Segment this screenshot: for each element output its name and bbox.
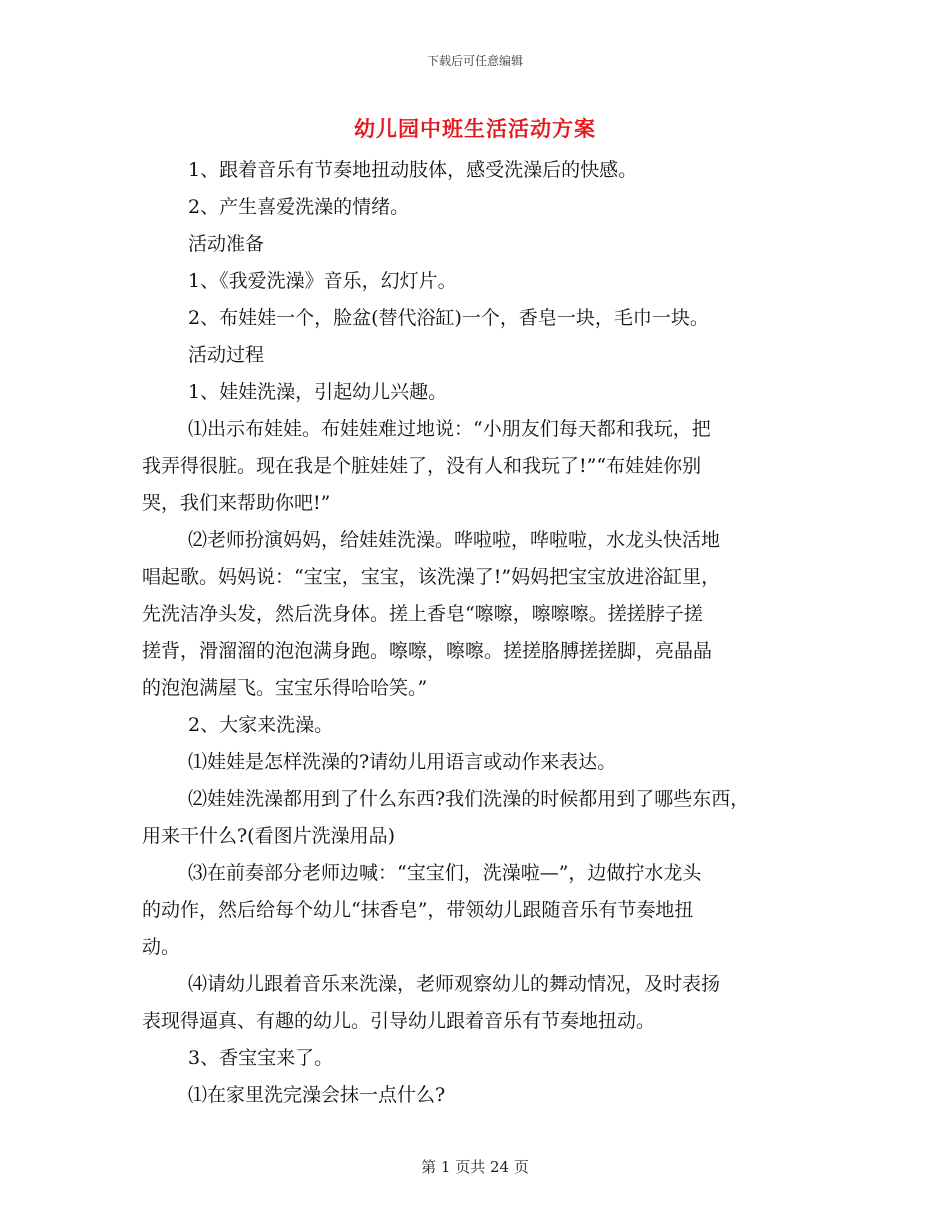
text-line: 唱起歌。妈妈说：“宝宝，宝宝，该洗澡了!”妈妈把宝宝放进浴缸里， <box>142 566 721 588</box>
text-line: 活动过程 <box>188 344 265 366</box>
text-line: ⑶在前奏部分老师边喊：“宝宝们，洗澡啦—”，边做拧水龙头 <box>188 862 702 884</box>
text-line: 先洗洁净头发，然后洗身体。搓上香皂“嚓嚓，嚓嚓嚓。搓搓脖子搓 <box>142 603 703 625</box>
text-line: 1、娃娃洗澡，引起幼儿兴趣。 <box>188 381 448 403</box>
text-line: ⑵娃娃洗澡都用到了什么东西?我们洗澡的时候都用到了哪些东西， <box>188 788 750 810</box>
text-line: 用来干什么?(看图片洗澡用品) <box>142 825 396 847</box>
text-line: 1、《我爱洗澡》音乐，幻灯片。 <box>188 270 457 292</box>
document-body <box>142 152 822 1114</box>
text-line: ⑵老师扮演妈妈，给娃娃洗澡。哗啦啦，哗啦啦，水龙头快活地 <box>188 529 721 551</box>
text-line: ⑴娃娃是怎样洗澡的?请幼儿用语言或动作来表达。 <box>188 751 617 773</box>
document-title: 幼儿园中班生活活动方案 <box>354 116 596 141</box>
text-line: 活动准备 <box>188 233 265 255</box>
text-line: 2、大家来洗澡。 <box>188 714 334 736</box>
text-line: 动。 <box>142 936 181 958</box>
text-line: ⑴在家里洗完澡会抹一点什么? <box>188 1084 446 1106</box>
text-line: 的动作，然后给每个幼儿“抹香皂”，带领幼儿跟随音乐有节奏地扭 <box>142 899 694 921</box>
text-line: 表现得逼真、有趣的幼儿。引导幼儿跟着音乐有节奏地扭动。 <box>142 1010 656 1032</box>
text-line: 搓背，滑溜溜的泡泡满身跑。嚓嚓，嚓嚓。搓搓胳膊搓搓脚，亮晶晶 <box>142 640 713 662</box>
text-line: 的泡泡满屋飞。宝宝乐得哈哈笑。” <box>142 677 428 699</box>
page-footer: 第 1 页共 24 页 <box>421 1158 529 1176</box>
header-note: 下载后可任意编辑 <box>426 54 523 68</box>
text-line: ⑴出示布娃娃。布娃娃难过地说：“小朋友们每天都和我玩，把 <box>188 418 711 440</box>
text-line: 2、布娃娃一个，脸盆(替代浴缸)一个，香皂一块，毛巾一块。 <box>188 307 709 329</box>
text-line: 我弄得很脏。现在我是个脏娃娃了，没有人和我玩了!”“布娃娃你别 <box>142 455 702 477</box>
text-line: 3、香宝宝来了。 <box>188 1047 334 1069</box>
text-line: 2、产生喜爱洗澡的情绪。 <box>188 196 410 218</box>
text-line: ⑷请幼儿跟着音乐来洗澡，老师观察幼儿的舞动情况，及时表扬 <box>188 973 721 995</box>
text-line: 哭，我们来帮助你吧!” <box>142 492 331 514</box>
text-line: 1、跟着音乐有节奏地扭动肢体，感受洗澡后的快感。 <box>188 159 638 181</box>
